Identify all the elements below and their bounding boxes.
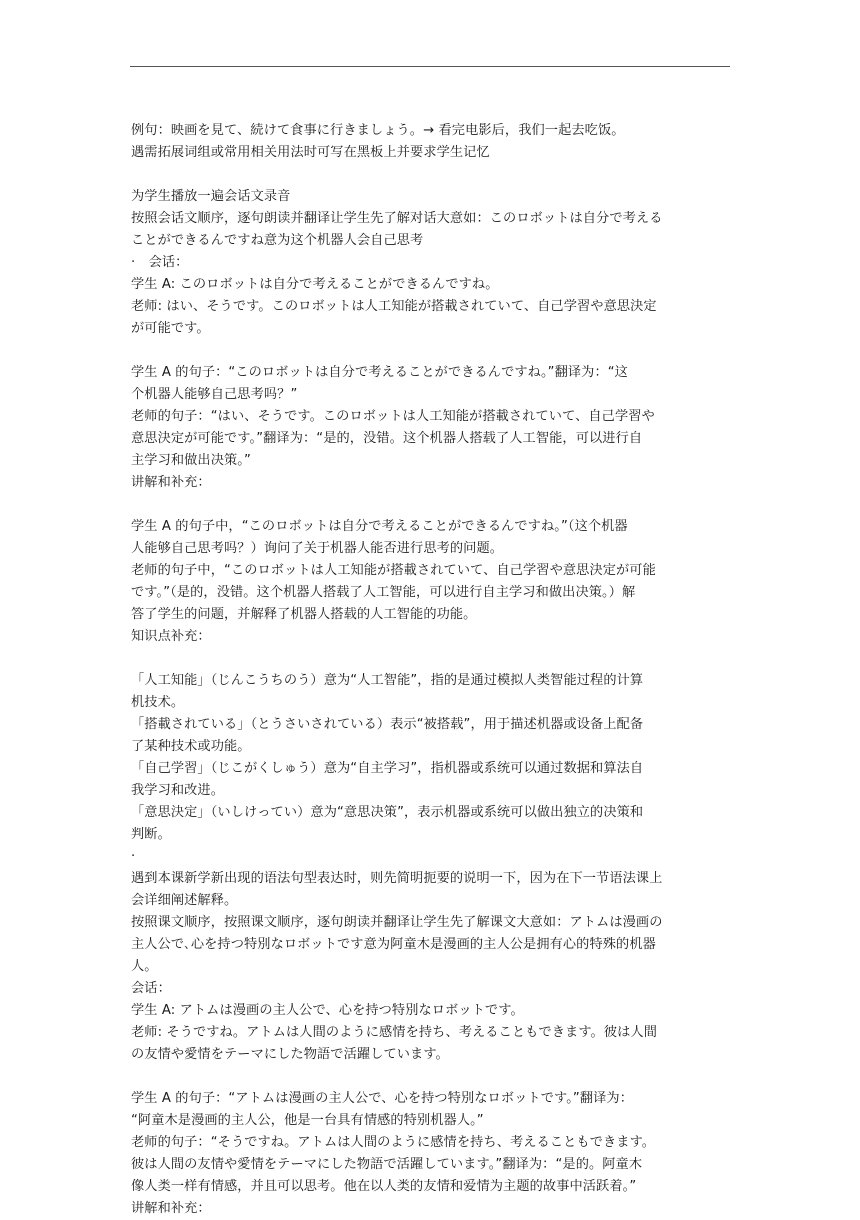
text-line: 学生 A 的句子：“アトムは漫画の主人公で、心を持つ特別なロボットです。”翻译为： (131, 1091, 633, 1106)
text-line: 彼は人間の友情や愛情をテーマにした物語で活躍しています。”翻译为：“是的。阿童木 (131, 1157, 643, 1172)
text-line: 按照课文顺序，按照课文顺序，逐句朗读并翻译让学生先了解课文大意如：アトムは漫画の (131, 915, 663, 930)
text-line: · 会话： (131, 255, 189, 270)
text-line: 知识点补充： (131, 629, 211, 644)
blank-line (131, 1066, 731, 1088)
text-line: 遇到本课新学新出现的语法句型表达时，则先简明扼要的说明一下，因为在下一节语法课上 (131, 871, 663, 886)
text-line: 「自己学習」（じこがくしゅう）意为“自主学习”，指机器或系统可以通过数据和算法自 (131, 761, 644, 776)
text-line: です。”（是的，没错。这个机器人搭载了人工智能，可以进行自主学习和做出决策。）解 (131, 585, 636, 600)
text-line: 人能够自己思考吗？）询问了关于机器人能否进行思考的问题。 (131, 541, 504, 556)
text-line: 个机器人能够自己思考吗？” (131, 387, 298, 402)
text-line: 会详细阐述解释。 (131, 893, 238, 908)
text-line: 老师的句子：“はい、そうです。このロボットは人工知能が搭載されていて、自己学習や (131, 409, 655, 424)
text-line: 我学习和改进。 (131, 783, 225, 798)
text-line: 老师的句子：“そうですね。アトムは人間のように感情を持ち、考えることもできます。 (131, 1135, 656, 1150)
text-line: 例句：映画を見て、続けて食事に行きましょう。→ 看完电影后，我们一起去吃饭。 (131, 123, 625, 138)
text-line: 遇需拓展词组或常用相关用法时可写在黑板上并要求学生记忆 (131, 145, 490, 160)
text-line: 主学习和做出决策。” (131, 453, 251, 468)
text-line: 按照会话文顺序，逐句朗读并翻译让学生先了解对话大意如：このロボットは自分で考える (131, 211, 663, 226)
text-line: 学生 A: アトムは漫画の主人公で、心を持つ特別なロボットです。 (131, 1003, 524, 1018)
text-line: 学生 A 的句子：“このロボットは自分で考えることができるんですね。”翻译为：“这 (131, 365, 628, 380)
text-line: 讲解和补充： (131, 1201, 211, 1216)
text-line: ことができるんですね意为这个机器人会自己思考 (131, 233, 424, 248)
document-body (131, 120, 731, 1220)
text-line: · (131, 849, 136, 864)
text-line: 「搭載されている」（とうさいされている）表示“被搭载”，用于描述机器或设备上配备 (131, 717, 644, 732)
text-line: 老师的句子中，“このロボットは人工知能が搭載されていて、自己学習や意思決定が可能 (131, 563, 656, 578)
blank-line (131, 494, 731, 516)
text-line: 机技术。 (131, 695, 185, 710)
blank-line (131, 164, 731, 186)
text-line: 像人类一样有情感，并且可以思考。他在以人类的友情和爱情为主题的故事中活跃着。” (131, 1179, 637, 1194)
text-line: 「意思決定」（いしけってい）意为“意思决策”，表示机器或系统可以做出独立的决策和 (131, 805, 644, 820)
text-line: 主人公で､心を持つ特別なロボットです意为阿童木是漫画的主人公是拥有心的特殊的机器 (131, 937, 656, 952)
text-line: 答了学生的问题，并解释了机器人搭载的人工智能的功能。 (131, 607, 477, 622)
text-line: 了某种技术或功能。 (131, 739, 251, 754)
text-line: が可能です。 (131, 321, 210, 336)
text-line: 为学生播放一遍会话文录音 (131, 189, 291, 204)
text-line: 判断。 (131, 827, 171, 842)
text-line: 人。 (131, 959, 158, 974)
text-line: 「人工知能」（じんこうちのう）意为“人工智能”，指的是通过模拟人类智能过程的计算 (131, 673, 644, 688)
text-line: 学生 A: このロボットは自分で考えることができるんですね。 (131, 277, 499, 292)
blank-line (131, 340, 731, 362)
text-line: の友情や愛情をテーマにした物語で活躍しています。 (131, 1047, 449, 1062)
text-line: 老师: そうですね。アトムは人間のように感情を持ち、考えることもできます。彼は人間 (131, 1025, 657, 1040)
text-line: 学生 A 的句子中，“このロボットは自分で考えることができるんですね。”（这个机器 (131, 519, 628, 534)
text-line: 意思決定が可能です。”翻译为：“是的，没错。这个机器人搭载了人工智能，可以进行自 (131, 431, 643, 446)
text-line: 会话： (131, 981, 171, 996)
blank-line (131, 648, 731, 670)
text-line: “阿童木是漫画的主人公，他是一台具有情感的特别机器人。” (131, 1113, 484, 1128)
header-rule (130, 66, 730, 67)
text-line: 老师: はい、そうです。このロボットは人工知能が搭載されていて、自己学習や意思決定 (131, 299, 657, 314)
text-line: 讲解和补充： (131, 475, 211, 490)
